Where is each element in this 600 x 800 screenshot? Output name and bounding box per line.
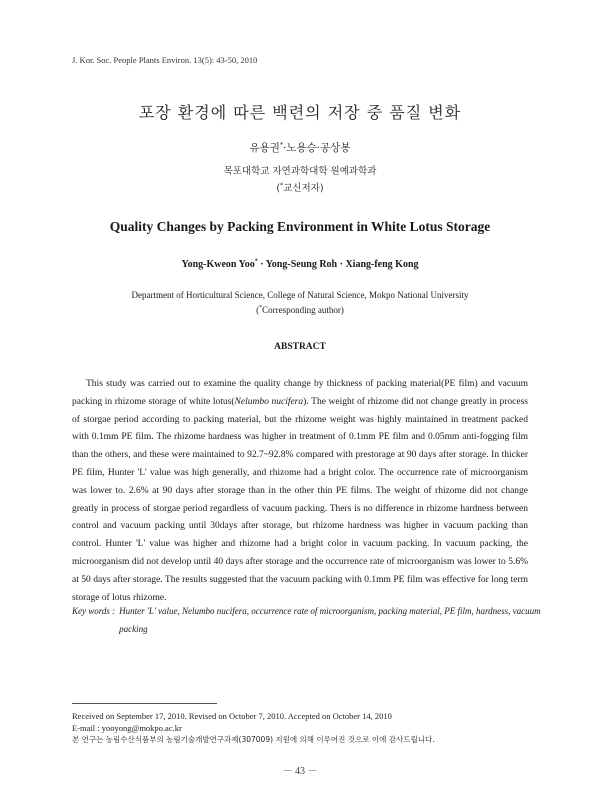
korean-authors [0,140,600,155]
footnote-funding: 본 연구는 농림수산식품부의 농림기술개발연구과제(307009) 지원에 의해 이루어진 것으로 이에 감사드립니다. [72,735,435,744]
footnote [72,710,542,746]
english-corr-open: ( [256,305,260,315]
korean-authors-rest: ·노용승·공상봉 [282,142,351,154]
english-corr-text: Corresponding author) [262,305,344,315]
abstract-body [72,376,528,607]
keywords-label: Key words : [72,606,116,616]
korean-affiliation: 목포대학교 자연과학대학 원예과학과 [223,166,377,177]
english-author-mark: * [254,258,258,265]
footnote-divider [72,703,217,704]
korean-corr-text: 교신저자) [283,183,324,194]
abstract-text-1: This study was carried out to examine the quality change by thickness of packing material(PE film) and vacuum packing in rhizome storage of white lotus( [72,379,528,407]
abstract-text-2: ). The weight of rhizome did not change greatly in process of storgae period according to packing material, but the rhizome weight was highly maintained in treatment packed with 0.1mm PE film. The rhizome hardness was higher in treatment of 0.1mm PE film and 0.05mm anti-fogging film than the others, and these were maintained to 92.7~92.8% compared with prestorage at 90 days after storage. In thicker PE film, Hunter 'L' value was high generally, and rhizome had a bright color. The occurrence rate of microorganism was lower to. 2.6% at 90 days after storage than in the other thin PE films. The weight of rhizome did not change greatly in process of storgae period regardless of vacuum packing. Thers is no difference in rhizome hardness between control and vacuum packing until 30days after storage, but rhizome hardness was higher in vacuum packing than control. Hunter 'L' value was higher and rhizome had a bright color in vacuum packing. In vacuum packing, the microorganism did not develop until 40 days after storage and the occurrence rate of microorganism was lower to 5.6% at 50 days after storage. The results suggested that the vacuum packing with 0.1mm PE film was effective for long term storage of lotus rhizome. [72,396,529,603]
keywords-label-text: Key words [72,606,110,616]
korean-corr-mark: * [280,181,284,189]
english-authors [0,259,600,270]
journal-citation: J. Kor. Soc. People Plants Environ. 13(5): 43-50, 2010 [72,55,258,65]
english-title: Quality Changes by Packing Environment in White Lotus Storage [109,219,491,234]
page-number: － 43 － [282,766,318,777]
english-corr-mark: * [259,305,263,311]
korean-title: 포장 환경에 따른 백련의 저장 중 품질 변화 [138,103,462,122]
footnote-received: Received on September 17, 2010. Revised on October 7, 2010. Accepted on October 14, 2010 [72,711,392,721]
korean-author-1: 유용권 [249,142,280,154]
english-corresponding [0,305,600,315]
abstract-heading: ABSTRACT [274,342,326,352]
abstract-species-name: Nelumbo nucifera [234,396,304,407]
korean-author-mark: * [279,141,283,149]
korean-corresponding [0,180,600,194]
footnote-email: E-mail : yooyong@mokpo.ac.kr [72,723,182,733]
keywords-text: Hunter 'L' value, Nelumbo nucifera, occurrence rate of microorganism, packing material, PE film, hardness, vacuum packing [119,606,541,634]
english-authors-rest: · Yong-Seung Roh · Xiang-feng Kong [257,259,419,270]
english-affiliation: Department of Horticultural Science, College of Natural Science, Mokpo National University [131,290,469,300]
keywords [72,602,542,638]
korean-corr-open: ( [276,183,281,194]
english-author-1: Yong-Kweon Yoo [181,259,255,270]
